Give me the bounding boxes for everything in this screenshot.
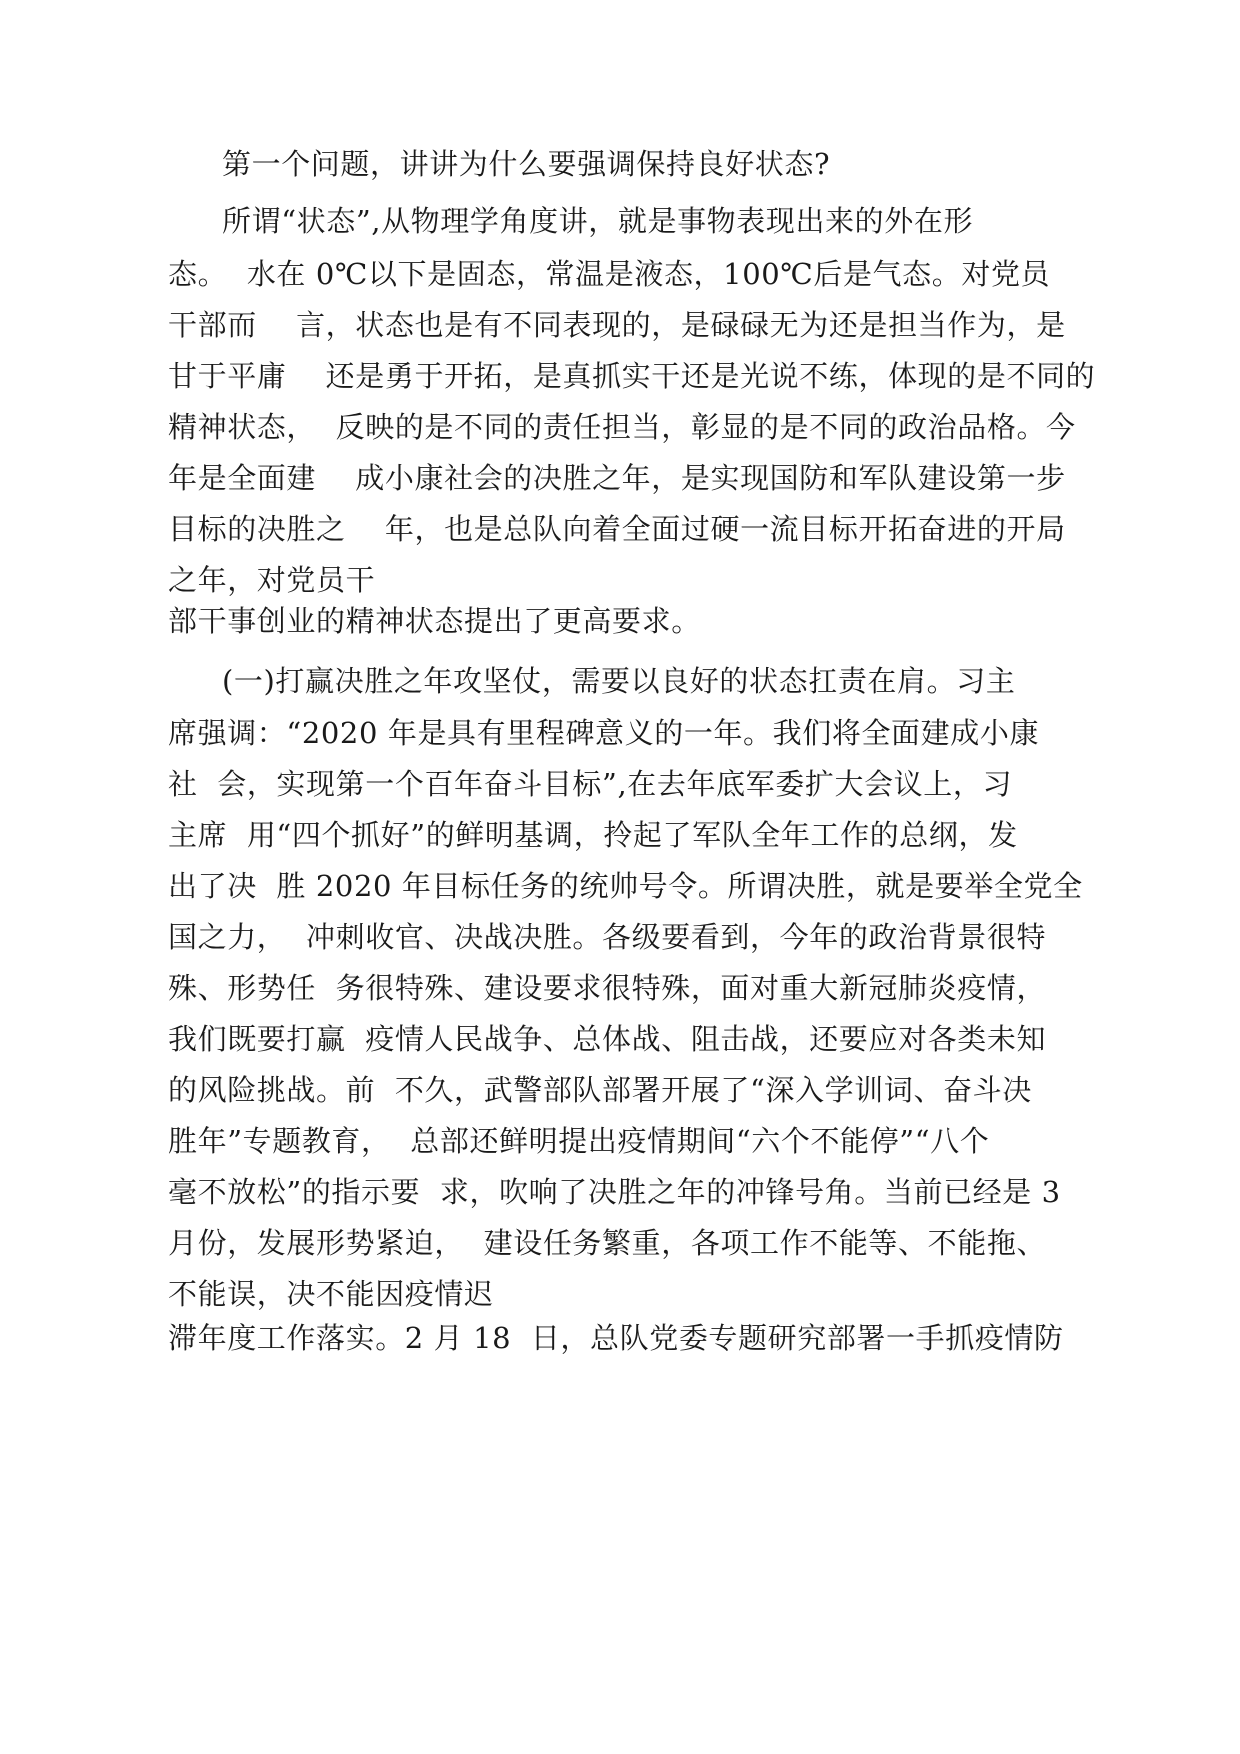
heading-question-one: 第一个问题，讲讲为什么要强调保持良好状态?: [222, 147, 831, 181]
paragraph-line: 殊、形势任 务很特殊、建设要求很特殊，面对重大新冠肺炎疫情，: [168, 971, 1047, 1005]
paragraph-line: 干部而 言，状态也是有不同表现的，是碌碌无为还是担当作为，是: [168, 308, 1066, 342]
paragraph-line: 席强调：“2020 年是具有里程碑意义的一年。我们将全面建成小康: [168, 716, 1040, 750]
paragraph-line: 主席 用“四个抓好”的鲜明基调，拎起了军队全年工作的总纲，发: [168, 818, 1018, 852]
paragraph-line: 目标的决胜之 年，也是总队向着全面过硬一流目标开拓奋进的开局: [168, 512, 1066, 546]
paragraph-line: 国之力， 冲刺收官、决战决胜。各级要看到，今年的政治背景很特: [168, 920, 1047, 954]
paragraph-line: 我们既要打赢 疫情人民战争、总体战、阻击战，还要应对各类未知: [168, 1022, 1047, 1056]
paragraph-line: 出了决 胜 2020 年目标任务的统帅号令。所谓决胜，就是要举全党全: [168, 869, 1083, 903]
paragraph-line: 的风险挑战。前 不久，武警部队部署开展了“深入学训词、奋斗决: [168, 1073, 1032, 1107]
paragraph-line: 之年，对党员干: [168, 563, 376, 597]
paragraph-line: 甘于平庸 还是勇于开拓，是真抓实干还是光说不练，体现的是不同的: [168, 359, 1096, 393]
paragraph-line: 胜年”专题教育， 总部还鲜明提出疫情期间“六个不能停”“八个: [168, 1124, 990, 1158]
paragraph-line: 所谓“状态”,从物理学角度讲，就是事物表现出来的外在形: [222, 204, 974, 238]
paragraph-line: 精神状态， 反映的是不同的责任担当，彰显的是不同的政治品格。今: [168, 410, 1076, 444]
paragraph-line: 社 会，实现第一个百年奋斗目标”,在去年底军委扩大会议上，习: [168, 767, 1013, 801]
paragraph-line: 毫不放松”的指示要 求，吹响了决胜之年的冲锋号角。当前已经是 3: [168, 1175, 1061, 1209]
section-heading-one: (一)打赢决胜之年攻坚仗，需要以良好的状态扛责在肩。习主: [222, 664, 1016, 698]
paragraph-line: 月份，发展形势紧迫， 建设任务繁重，各项工作不能等、不能拖、: [168, 1226, 1047, 1260]
paragraph-line: 不能误，决不能因疫情迟: [168, 1277, 494, 1311]
paragraph-line: 态。 水在 0℃以下是固态，常温是液态，100℃后是气态。对党员: [168, 257, 1051, 291]
paragraph-line: 滞年度工作落实。2 月 18 日，总队党委专题研究部署一手抓疫情防: [168, 1321, 1064, 1355]
paragraph-line: 年是全面建 成小康社会的决胜之年，是实现国防和军队建设第一步: [168, 461, 1066, 495]
paragraph-line: 部干事创业的精神状态提出了更高要求。: [168, 604, 701, 638]
